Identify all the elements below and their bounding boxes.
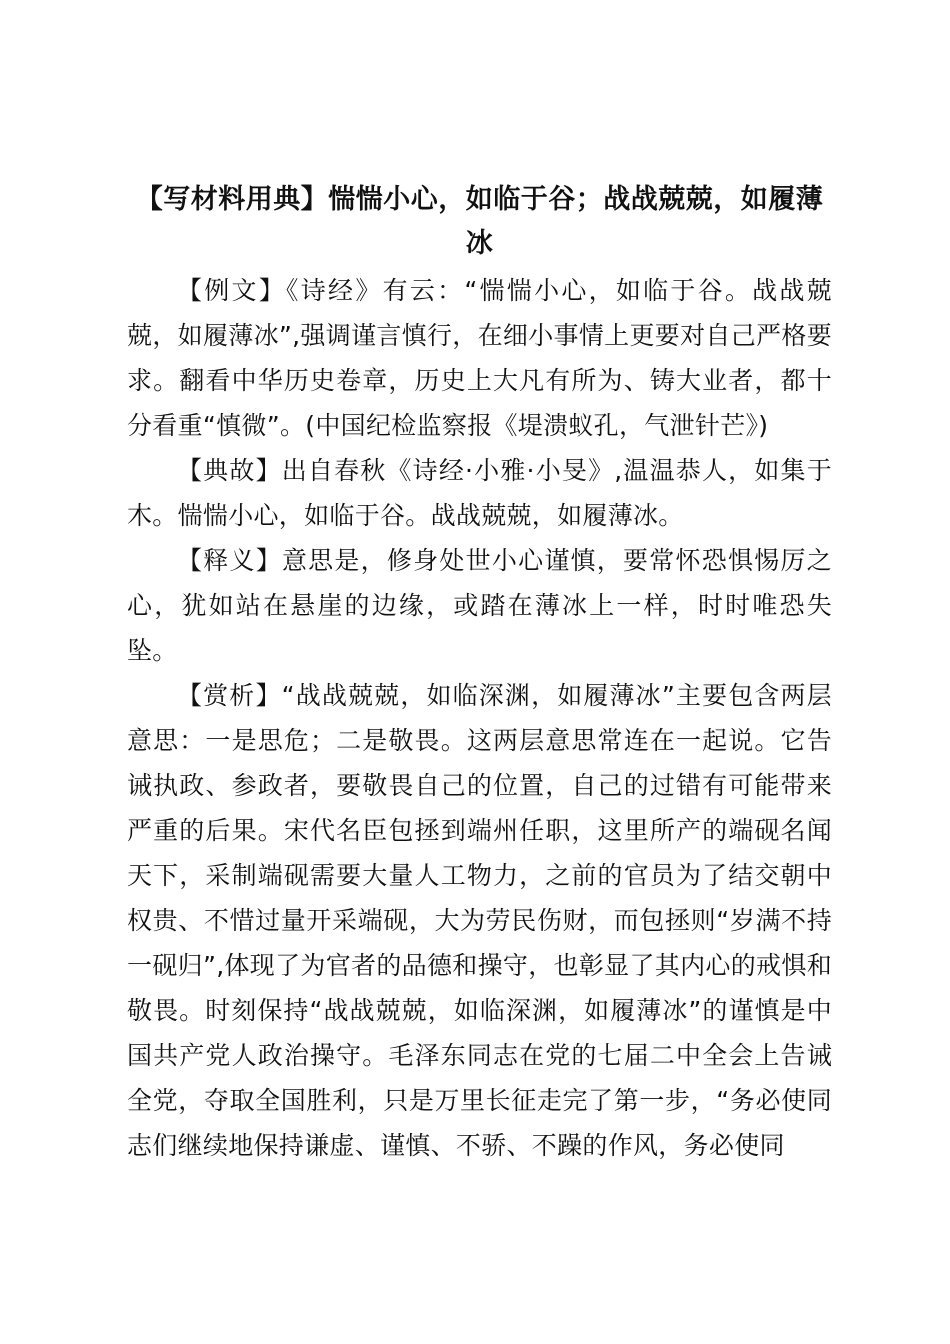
paragraph-example: 【例文】《诗经》有云：“惴惴小心，如临于谷。战战兢兢，如履薄冰”,强调谨言慎行，在细小事情上更要对自己严格要求。翻看中华历史卷章，历史上大凡有所为、铸大业者，都十分看重“慎微”。(中国纪检监察报《堤溃蚁孔，气泄针芒》) bbox=[127, 276, 832, 440]
document-title: 【写材料用典】惴惴小心，如临于谷；战战兢兢，如履薄冰 bbox=[135, 184, 824, 259]
paragraph-allusion: 【典故】出自春秋《诗经·小雅·小旻》,温温恭人，如集于木。惴惴小心，如临于谷。战战兢兢，如履薄冰。 bbox=[127, 456, 832, 530]
document-page bbox=[127, 178, 832, 1168]
paragraph-appreciation: 【赏析】“战战兢兢，如临深渊，如履薄冰”主要包含两层意思：一是思危；二是敬畏。这两层意思常连在一起说。它告诫执政、参政者，要敬畏自己的位置，自己的过错有可能带来严重的后果。宋代名臣包拯到端州任职，这里所产的端砚名闻天下，采制端砚需要大量人工物力，之前的官员为了结交朝中权贵、不惜过量开采端砚，大为劳民伤财，而包拯则“岁满不持一砚归”,体现了为官者的品德和操守，也彰显了其内心的戒惧和敬畏。时刻保持“战战兢兢，如临深渊，如履薄冰”的谨慎是中国共产党人政治操守。毛泽东同志在党的七届二中全会上告诫全党，夺取全国胜利，只是万里长征走完了第一步，“务必使同志们继续地保持谦虚、谨慎、不骄、不躁的作风，务必使同 bbox=[127, 681, 832, 1160]
paragraph-meaning: 【释义】意思是，修身处世小心谨慎，要常怀恐惧惕厉之心，犹如站在悬崖的边缘，或踏在薄冰上一样，时时唯恐失坠。 bbox=[127, 546, 832, 665]
